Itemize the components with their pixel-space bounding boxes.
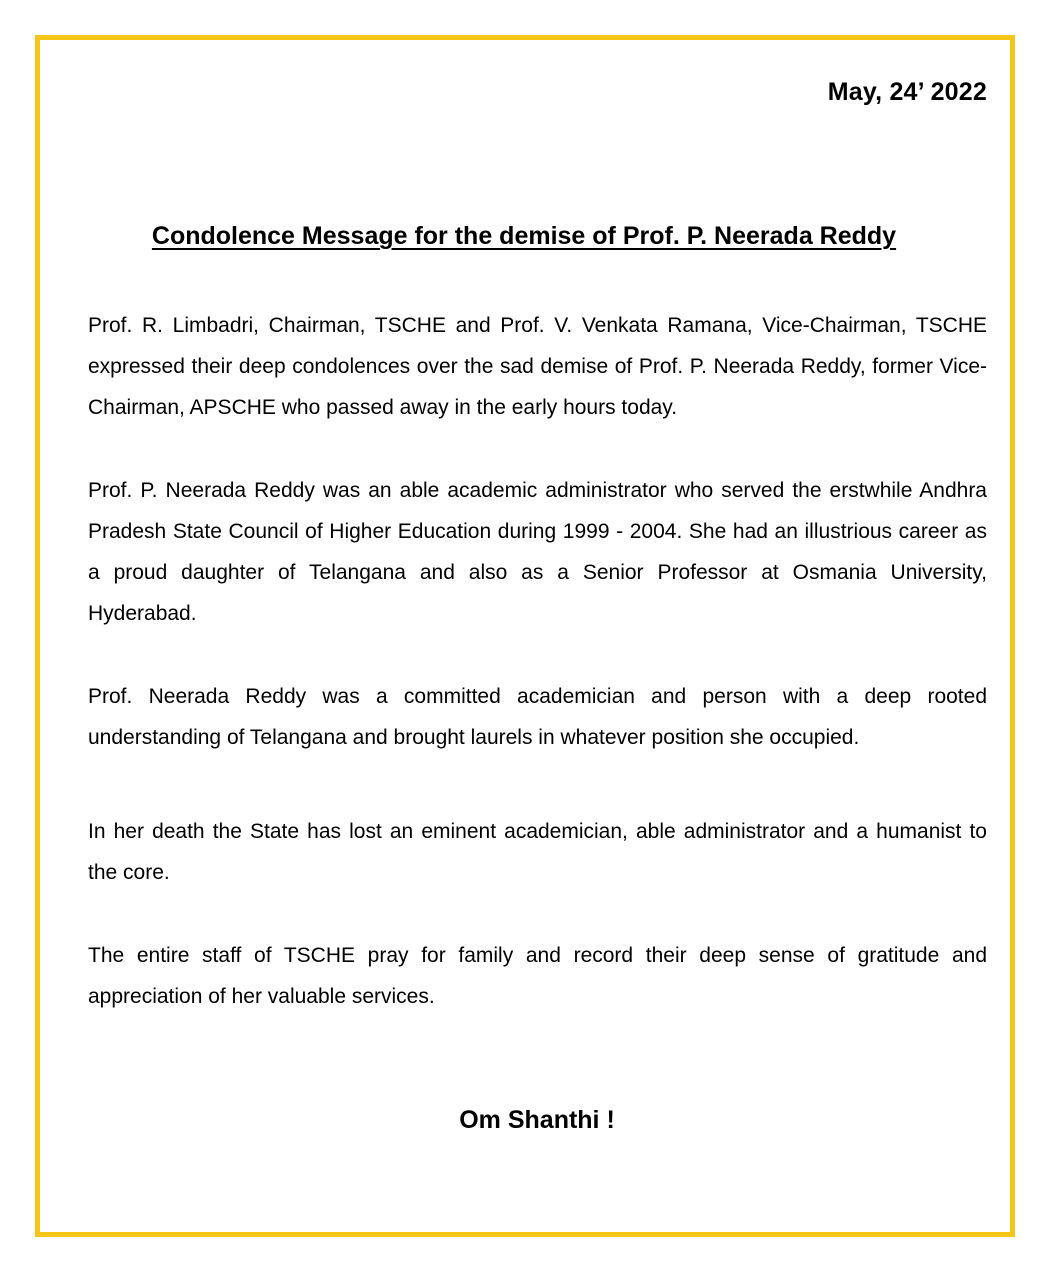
paragraph-condolences: Prof. R. Limbadri, Chairman, TSCHE and Prof. V. Venkata Ramana, Vice-Chairman, TSCHE expressed their deep condolences over the sad demise of Prof. P. Neerada Reddy, former Vice-Chairman, APSCHE who passed away in the early hours today. (88, 314, 987, 419)
paragraph-career: Prof. P. Neerada Reddy was an able academic administrator who served the erstwhile Andhra Pradesh State Council of Higher Education during 1999 - 2004. She had an illustrious career as a proud daughter of Telangana and also as a Senior Professor at Osmania University, Hyderabad. (88, 479, 987, 625)
paragraph-loss: In her death the State has lost an eminent academician, able administrator and a humanist to the core. (88, 820, 987, 884)
document-border (35, 35, 1015, 1237)
paragraph-gratitude: The entire staff of TSCHE pray for family and record their deep sense of gratitude and appreciation of her valuable services. (88, 944, 987, 1008)
document-date: May, 24’ 2022 (827, 78, 987, 106)
closing-line: Om Shanthi ! (459, 1106, 615, 1134)
document-title: Condolence Message for the demise of Prof. P. Neerada Reddy (151, 222, 897, 250)
paragraph-commitment: Prof. Neerada Reddy was a committed academician and person with a deep rooted understanding of Telangana and brought laurels in whatever position she occupied. (88, 685, 987, 749)
